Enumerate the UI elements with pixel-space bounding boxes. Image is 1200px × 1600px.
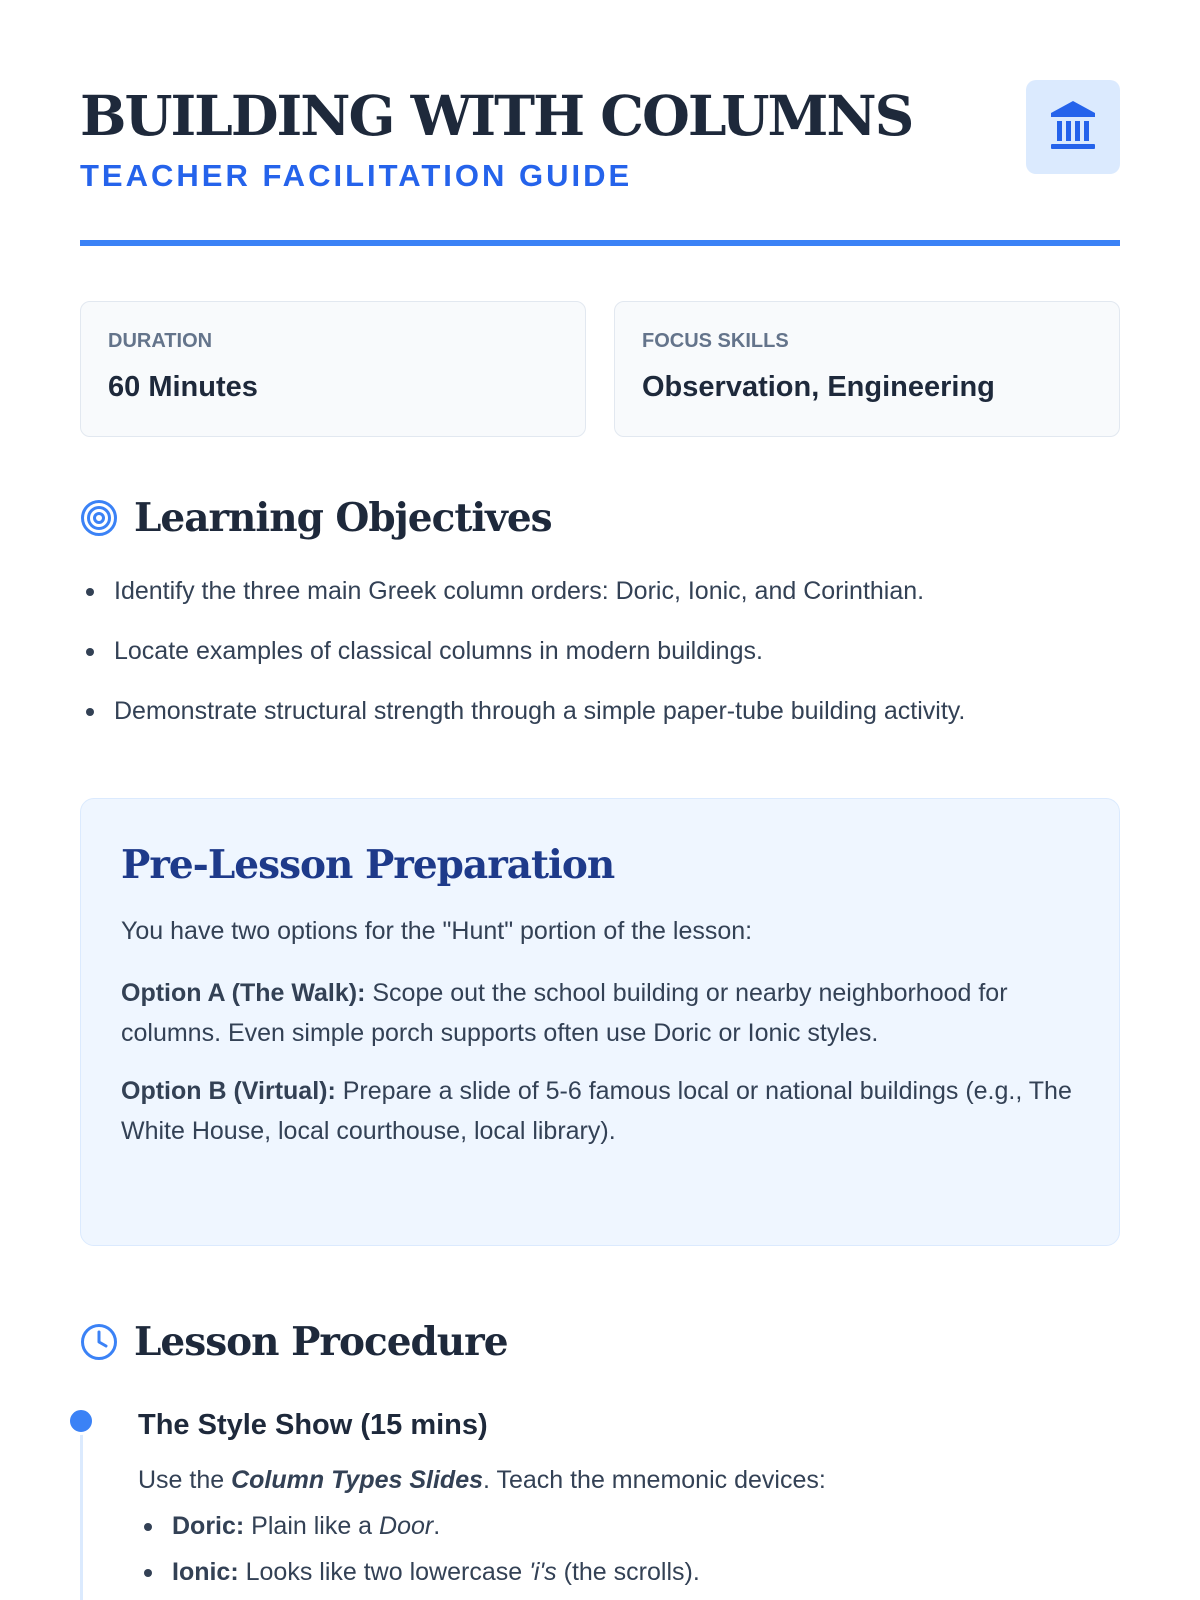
mnemonic-text: . — [433, 1512, 441, 1540]
target-icon — [80, 499, 118, 537]
preparation-option-b — [121, 1071, 1079, 1151]
focus-skills-card — [614, 301, 1120, 437]
card-label: DURATION — [108, 330, 213, 352]
clock-icon — [80, 1323, 118, 1361]
procedure-heading — [80, 1318, 508, 1366]
info-cards — [80, 301, 1120, 437]
list-item — [138, 1507, 1118, 1545]
header-divider — [80, 240, 1120, 246]
step-description — [138, 1461, 1118, 1499]
objectives-list — [80, 570, 1120, 750]
mnemonic-emphasis: 'i's — [529, 1558, 557, 1586]
preparation-intro: You have two options for the "Hunt" portion of the lesson: — [121, 917, 753, 945]
option-text: Prepare a slide of 5-6 famous local or national buildings (e.g., The White House, local courthouse, local library). — [121, 1077, 1072, 1145]
list-item: Identify the three main Greek column orders: Doric, Ionic, and Corinthian. — [80, 570, 1120, 612]
classical-building-icon — [1049, 99, 1097, 156]
duration-card — [80, 301, 586, 437]
section-title: Learning Objectives — [134, 495, 552, 541]
option-text: Scope out the school building or nearby neighborhood for columns. Even simple porch supports often use Doric or Ionic styles. — [121, 979, 1008, 1047]
list-item: Locate examples of classical columns in modern buildings. — [80, 630, 1120, 672]
mnemonic-label: Doric: — [172, 1512, 245, 1540]
step-text: . Teach the mnemonic devices: — [483, 1466, 826, 1494]
step-text: Use the — [138, 1466, 232, 1494]
mnemonic-text: Plain like a — [244, 1512, 380, 1540]
option-label: Option B (Virtual): — [121, 1077, 336, 1105]
step-emphasis: Column Types Slides — [231, 1466, 484, 1494]
page-title: BUILDING WITH COLUMNS — [80, 83, 913, 148]
list-item — [138, 1553, 1118, 1591]
page-header — [80, 80, 1120, 246]
objectives-heading — [80, 494, 552, 542]
logo-badge — [1026, 80, 1120, 174]
preparation-title: Pre-Lesson Preparation — [121, 842, 615, 888]
guide-page — [80, 0, 1120, 1600]
preparation-panel — [80, 798, 1120, 1246]
preparation-option-a — [121, 973, 1079, 1053]
section-title: Lesson Procedure — [134, 1319, 508, 1365]
mnemonic-text: (the scrolls). — [556, 1558, 700, 1586]
procedure-step — [138, 1405, 1118, 1599]
card-value: Observation, Engineering — [642, 371, 995, 403]
mnemonic-list — [138, 1507, 1118, 1591]
timeline-dot — [67, 1407, 95, 1435]
step-title: The Style Show (15 mins) — [138, 1409, 488, 1441]
page-subtitle: TEACHER FACILITATION GUIDE — [80, 158, 633, 193]
mnemonic-emphasis: Door — [379, 1512, 434, 1540]
card-label: FOCUS SKILLS — [642, 330, 789, 352]
option-label: Option A (The Walk): — [121, 979, 366, 1007]
list-item: Demonstrate structural strength through a simple paper-tube building activity. — [80, 690, 1120, 732]
card-value: 60 Minutes — [108, 371, 258, 403]
mnemonic-label: Ionic: — [172, 1558, 239, 1586]
mnemonic-text: Looks like two lowercase — [238, 1558, 530, 1586]
timeline-line — [80, 1420, 83, 1600]
